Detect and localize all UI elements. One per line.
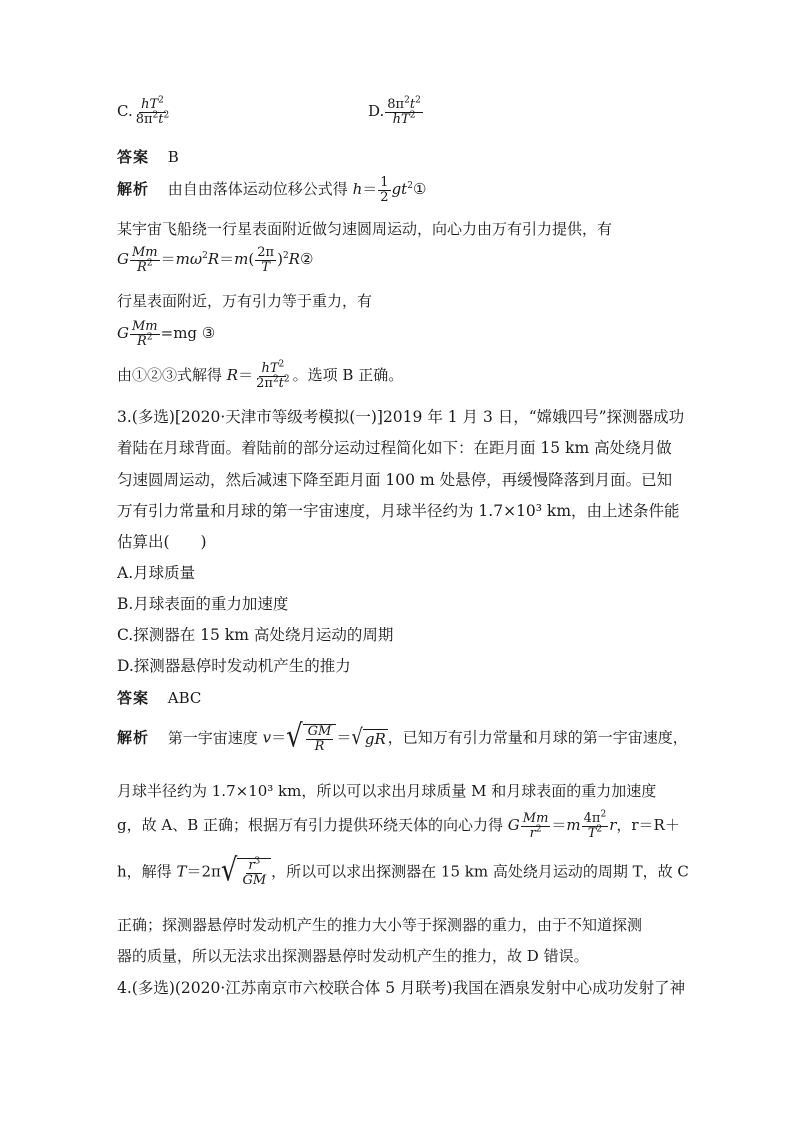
- q4-stem-1: 4.(多选)(2020·江苏南京市六校联合体 5 月联考)我国在酒泉发射中心成功发射了神: [117, 979, 686, 997]
- option-d-den-sup: 2: [409, 110, 416, 121]
- option-c-num: hT: [141, 97, 159, 112]
- option-c: [117, 95, 172, 127]
- analysis-label: 解析: [117, 728, 150, 747]
- option-d-num: 8π: [387, 97, 405, 112]
- analysis-text: h，解得: [117, 862, 172, 881]
- option-c-den-t-sup: 2: [163, 110, 170, 121]
- option-c-den-t: t: [158, 111, 164, 127]
- q2-analysis-line1: [117, 176, 426, 204]
- analysis-text-2: ，已知万有引力常量和月球的第一宇宙速度，: [387, 728, 688, 747]
- option-c-prefix: C.: [117, 102, 133, 121]
- q3-stem-5: 估算出( ): [117, 533, 207, 551]
- answer-value: ABC: [167, 689, 202, 707]
- analysis-label: 解析: [117, 180, 150, 199]
- q2-equation-2: G $\frac{Mm}{R^2}$ $=m\omega^2R=m$( $\frac{2\pi}{T}$ )$^2$R②: [117, 245, 314, 275]
- option-c-fraction: [134, 95, 172, 127]
- analysis-text: 由自由落体运动位移公式得: [167, 180, 348, 199]
- q3-analysis-line6: 器的质量，所以无法求出探测器悬停时发动机产生的推力，故 D 错误。: [117, 947, 589, 965]
- q2-line4: 由①②③式解得 R＝ $\frac{hT^2}{2\pi^2t^2}$ 。选项 B 正确。: [117, 359, 404, 391]
- q3-analysis-line3: g，故 A、B 正确；根据万有引力提供环绕天体的向心力得 G $\frac{Mm}{r^2}$ ＝m $\frac{4\pi^2}{T^2}$ r，r＝R＋: [117, 809, 680, 841]
- option-d-num-t-sup: 2: [415, 95, 421, 106]
- option-d: [368, 95, 424, 127]
- q3-analysis-line4: h，解得 T＝2π √ $\frac{r^3}{GM}$ ，所以可以求出探测器在 15 km 高处绕月运动的周期 T，故 C: [117, 852, 689, 889]
- option-c-den: 8π: [135, 111, 153, 127]
- option-c-num-sup: 2: [158, 95, 164, 106]
- option-d-den: hT: [392, 111, 410, 127]
- q3-analysis-line1: 解析 第一宇宙速度 v＝ √ $\frac{GM}{R}$ ＝ √ gR ，已知万有引力常量和月球的第一宇宙速度，: [117, 718, 688, 755]
- analysis-text: 第一宇宙速度: [167, 728, 258, 747]
- analysis-text-2: ，所以可以求出探测器在 15 km 高处绕月运动的周期 T，故 C: [271, 862, 689, 881]
- q2-line2: 某宇宙飞船绕一行星表面附近做匀速圆周运动，向心力由万有引力提供，有: [117, 220, 613, 238]
- q3-analysis-line2: 月球半径约为 1.7×10³ km，所以可以求出月球质量 M 和月球表面的重力加速度: [117, 782, 657, 800]
- q2-equation-3: G $\frac{Mm}{R^2}$ =mg ③: [117, 319, 216, 349]
- analysis-text: g，故 A、B 正确；根据万有引力提供环绕天体的向心力得: [117, 816, 503, 835]
- answer-label: 答案: [117, 148, 150, 166]
- q3-stem-3: 匀速圆周运动，然后减速下降至距月面 100 m 处悬停，再缓慢降落到月面。已知: [117, 471, 673, 489]
- q2-line3: 行星表面附近，万有引力等于重力，有: [117, 292, 373, 310]
- answer-label: 答案: [117, 689, 150, 707]
- q3-option-b: B.月球表面的重力加速度: [117, 595, 289, 613]
- q3-analysis-line5: 正确；探测器悬停时发动机产生的推力大小等于探测器的重力，由于不知道探测: [117, 916, 643, 934]
- option-d-prefix: D.: [368, 102, 385, 121]
- formula-mark: ①: [412, 180, 427, 199]
- q2-answer: [117, 146, 179, 167]
- q3-option-a: A.月球质量: [117, 564, 196, 582]
- q3-stem-1: 3.(多选)[2020·天津市等级考模拟(一)]2019 年 1 月 3 日，“嫦娥四号”探测器成功: [117, 408, 685, 426]
- formula-h-half-gt2: h＝ $\frac{1}{2}$ $gt^2$: [352, 175, 413, 205]
- q3-option-c: C.探测器在 15 km 高处绕月运动的周期: [117, 626, 394, 644]
- option-d-num-sup: 2: [404, 95, 410, 106]
- q3-option-d: D.探测器悬停时发动机产生的推力: [117, 657, 351, 675]
- line4-suffix: 。选项 B 正确。: [292, 366, 404, 385]
- formula-mark: ②: [299, 250, 314, 269]
- q3-stem-2: 着陆在月球背面。着陆前的部分运动过程简化如下：在距月面 15 km 高处绕月做: [117, 439, 672, 457]
- q3-stem-4: 万有引力常量和月球的第一宇宙速度，月球半径约为 1.7×10³ km，由上述条件能: [117, 502, 680, 520]
- answer-value: B: [167, 148, 179, 166]
- formula-mark: =mg ③: [160, 324, 216, 343]
- option-c-den-sup: 2: [152, 110, 159, 121]
- option-d-fraction: [385, 95, 423, 127]
- q3-answer: [117, 687, 201, 708]
- line4-prefix: 由①②③式解得: [117, 366, 223, 385]
- option-d-num-t: t: [409, 97, 416, 112]
- analysis-text-2: ，r＝R＋: [616, 816, 680, 835]
